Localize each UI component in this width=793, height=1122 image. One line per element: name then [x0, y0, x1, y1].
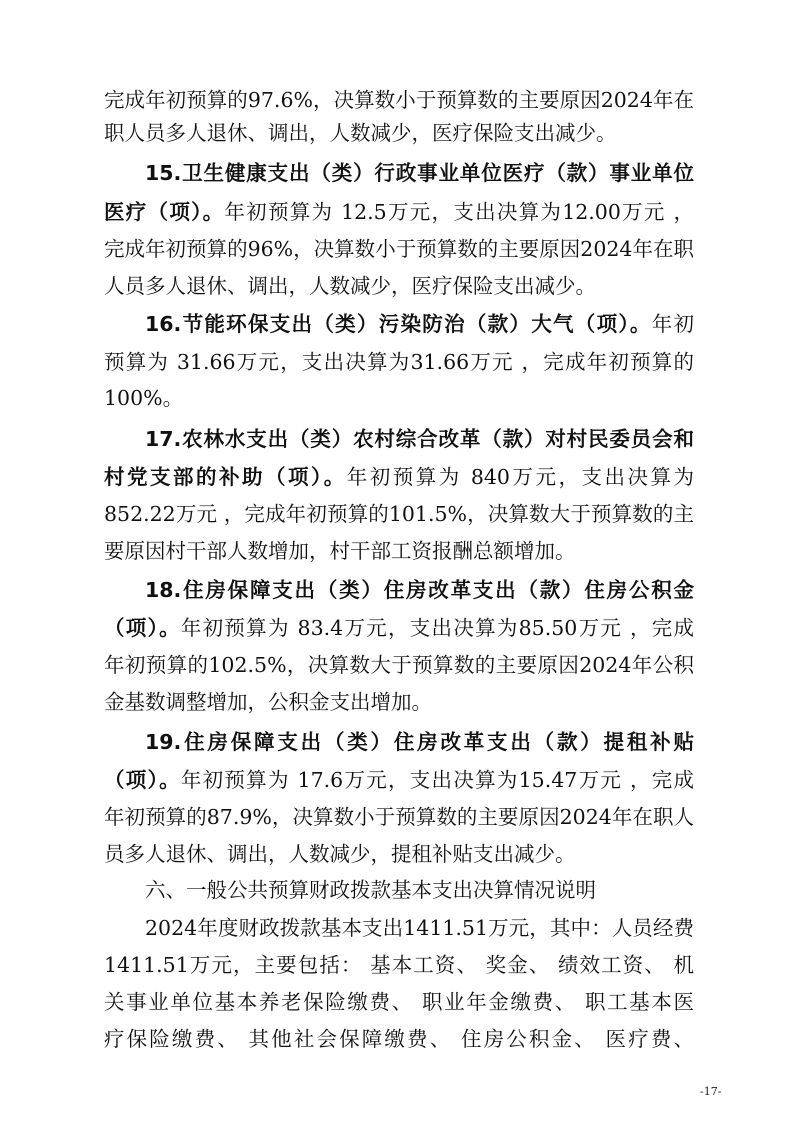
section-heading-16: 16.节能环保支出（类）污染防治（款）大气（项）。 [145, 312, 652, 336]
text-line [0, 499, 793, 529]
text-line [0, 536, 793, 566]
section-heading-line [0, 575, 793, 605]
paragraph-text: 完成年初预算的97.6%，决算数小于预算数的主要原因2024年在 [104, 88, 694, 112]
page-number: -17- [700, 1085, 722, 1098]
paragraph-text: 年初 [651, 312, 694, 336]
paragraph-text: 疗保险缴费、 其他社会保障缴费、 住房公积金、 医疗费、 [104, 1027, 694, 1051]
paragraph-text: 金基数调整增加，公积金支出增加。 [104, 690, 432, 714]
paragraph-text: 年初预算为 12.5万元，支出决算为12.00万元 ， [224, 200, 694, 224]
section-heading-line [0, 309, 793, 339]
paragraph-text: 关事业单位基本养老保险缴费、 职业年金缴费、 职工基本医 [104, 990, 694, 1014]
paragraph-text: 年初预算为 83.4万元，支出决算为85.50万元 ，完成 [180, 616, 694, 640]
text-line [0, 950, 793, 980]
paragraph-text: 年初预算的102.5%，决算数大于预算数的主要原因2024年公积 [104, 653, 694, 677]
text-line [0, 687, 793, 717]
text-line [0, 383, 793, 413]
paragraph-text: 1411.51万元，主要包括： 基本工资、 奖金、 绩效工资、 机 [104, 953, 694, 977]
section-heading-15: 15.卫生健康支出（类）行政事业单位医疗（款）事业单位 [145, 161, 694, 185]
text-line [0, 913, 793, 943]
section-heading-line [0, 424, 793, 454]
paragraph-text: 员多人退休、调出，人数减少，提租补贴支出减少。 [104, 842, 576, 866]
text-line [0, 802, 793, 832]
section-heading-18: 18.住房保障支出（类）住房改革支出（款）住房公积金 [145, 578, 694, 602]
text-line [0, 197, 793, 227]
text-line [0, 650, 793, 680]
section-heading-19: 19.住房保障支出（类）住房改革支出（款）提租补贴 [145, 730, 694, 754]
text-line [0, 839, 793, 869]
paragraph-text: 100%。 [104, 386, 184, 410]
paragraph-text: 年初预算的87.9%，决算数小于预算数的主要原因2024年在职人 [104, 805, 694, 829]
text-line [0, 234, 793, 264]
text-line [0, 765, 793, 795]
paragraph-text: 年初预算为 840万元，支出决算为 [346, 465, 694, 489]
heading-continuation: 医疗（项）。 [104, 200, 225, 224]
text-line [0, 987, 793, 1017]
paragraph-text: 预算为 31.66万元，支出决算为31.66万元 ，完成年初预算的 [104, 350, 694, 374]
section-title-six: 六、一般公共预算财政拨款基本支出决算情况说明 [145, 878, 596, 902]
text-line [0, 118, 793, 148]
text-line [0, 85, 793, 115]
paragraph-text: 要原因村干部人数增加，村干部工资报酬总额增加。 [104, 539, 576, 563]
section-heading-17: 17.农林水支出（类）农村综合改革（款）对村民委员会和 [145, 427, 694, 451]
text-line [0, 271, 793, 301]
text-line [0, 347, 793, 377]
paragraph-text: 年初预算为 17.6万元，支出决算为15.47万元 ，完成 [180, 768, 694, 792]
paragraph-text: 2024年度财政拨款基本支出1411.51万元，其中：人员经费 [145, 916, 694, 940]
paragraph-text: 852.22万元 ，完成年初预算的101.5%，决算数大于预算数的主 [104, 502, 694, 526]
paragraph-text: 职人员多人退休、调出，人数减少，医疗保险支出减少。 [104, 121, 617, 145]
section-heading-line [0, 158, 793, 188]
section-heading-line [0, 727, 793, 757]
paragraph-text: 人员多人退休、调出，人数减少，医疗保险支出减少。 [104, 274, 596, 298]
section-title-line [0, 875, 793, 905]
heading-continuation: 村党支部的补助（项）。 [104, 465, 347, 489]
heading-continuation: （项）。 [104, 616, 181, 640]
text-line [0, 613, 793, 643]
paragraph-text: 完成年初预算的96%，决算数小于预算数的主要原因2024年在职 [104, 237, 694, 261]
text-line [0, 462, 793, 492]
text-line [0, 1024, 793, 1054]
heading-continuation: （项）。 [104, 768, 181, 792]
